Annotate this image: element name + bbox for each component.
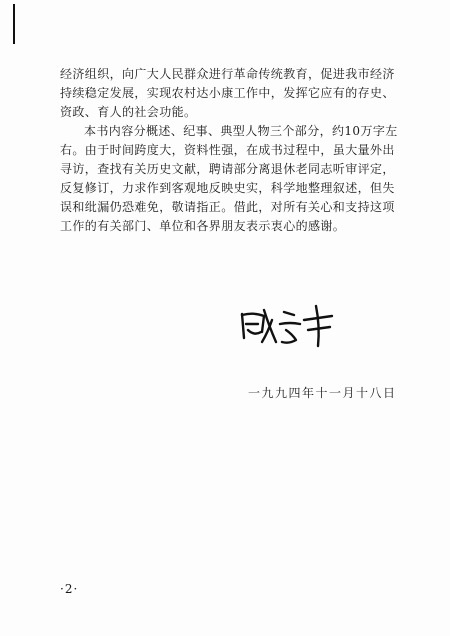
paragraph-acknowledgement: 本书内容分概述、纪事、典型人物三个部分，约10万字左右。由于时间跨度大，资料性强，在成书过程中，虽大量外出寻访，查找有关历史文献，聘请部分离退休老同志听审评定，反复修订，力求作到客观地反映史实，科学地整理叙述，但失误和纰漏仍恐难免，敬请指正。借此，对所有关心和支持这项工作的有关部门、单位和各界朋友表示衷心的感谢。 — [60, 124, 398, 233]
handwritten-signature — [234, 302, 334, 348]
signature-graphic — [234, 302, 334, 348]
paragraph-continuation: 经济组织，向广大人民群众进行革命传统教育，促进我市经济持续稳定发展，实现农村达小康工作中，发挥它应有的存史、资政、育人的社会功能。 — [60, 67, 395, 119]
binding-edge-mark — [13, 4, 15, 44]
signature-date: 一九九四年十一月十八日 — [248, 386, 397, 400]
page-number: ·2· — [60, 582, 79, 596]
body-text — [60, 65, 400, 236]
